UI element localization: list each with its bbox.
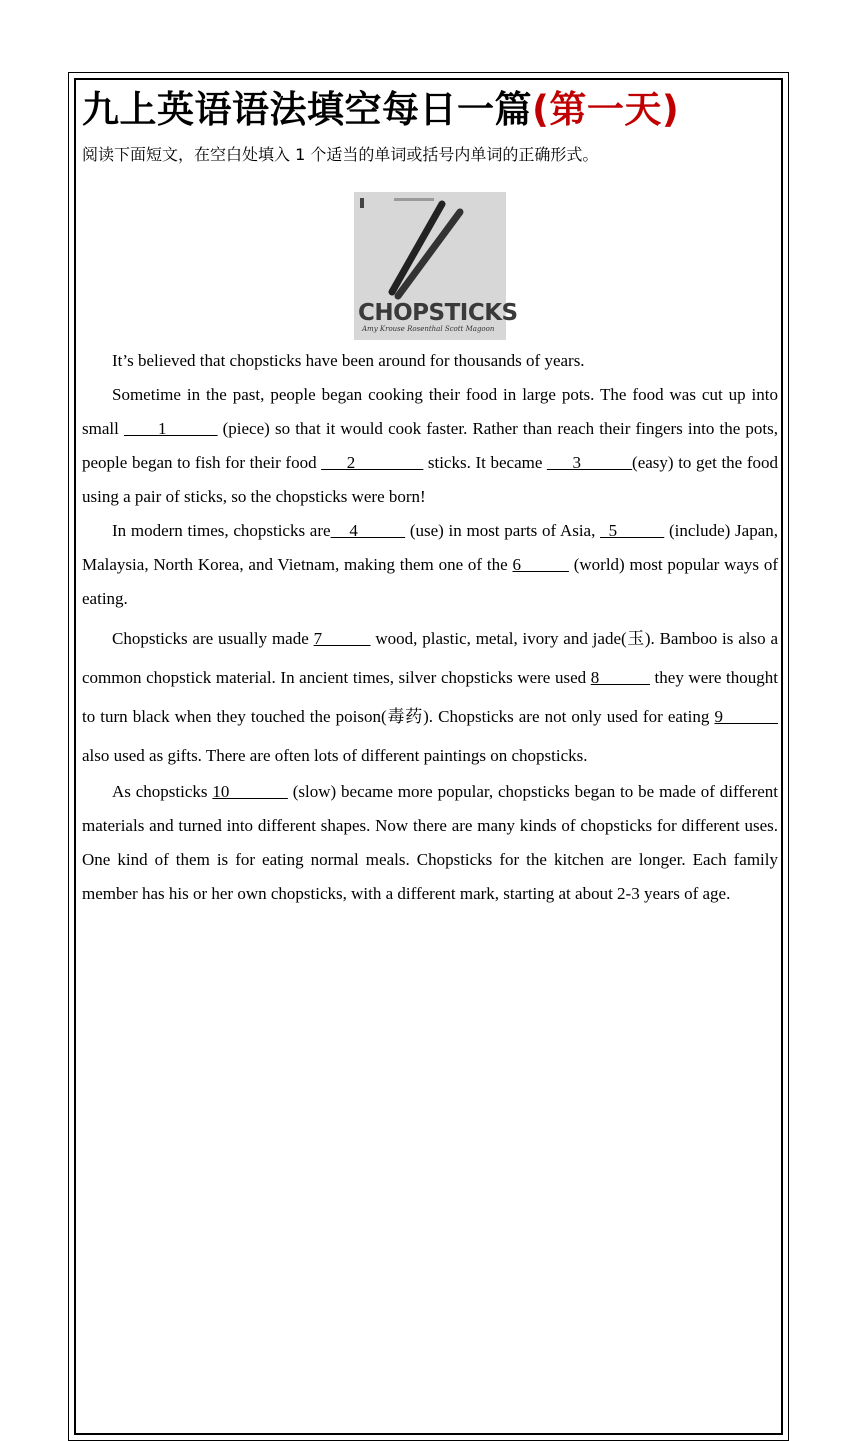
p3-text-d: (world) most popular ways of eating. xyxy=(82,555,779,608)
blank-8[interactable]: 8 xyxy=(590,668,650,687)
cover-title: CHOPSTICKS xyxy=(358,300,518,326)
cover-authors: Amy Krouse Rosenthal Scott Magoon xyxy=(362,325,495,333)
p5-text-b: (slow) became more popular, chopsticks began to be made of different materials and turned into different shapes. Now there are many kinds of chopsticks for different uses. One kind of them is for eating normal meals. Chopsticks for the kitchen are longer. Each family member has his or her own chopsticks, with a different mark, starting at about 2-3 years of age. xyxy=(82,782,778,903)
title-main: 九上英语语法填空每日一篇 xyxy=(82,88,532,131)
blank-9[interactable]: 9 xyxy=(714,707,778,726)
p2-text-b: (piece) so that it would cook faster. Rather than reach their fingers into the pots, people began to fish for their food xyxy=(82,419,778,472)
chopsticks-book-cover xyxy=(354,192,518,340)
p3-text-b: (use) in most parts of Asia, xyxy=(405,521,601,540)
p4-text-d: also used as gifts. There are often lots of different paintings on chopsticks. xyxy=(82,746,588,765)
blank-1[interactable]: ____1______ xyxy=(123,419,218,438)
blank-10[interactable]: 10 xyxy=(212,782,288,801)
blank-6[interactable]: 6 xyxy=(512,555,569,574)
page-title xyxy=(82,88,778,132)
p2-text-c: sticks. It became xyxy=(423,453,548,472)
paragraph-4 xyxy=(82,619,778,775)
paragraph-3 xyxy=(82,514,778,616)
paragraph-2 xyxy=(82,378,778,514)
paragraph-1: It’s believed that chopsticks have been around for thousands of years. xyxy=(112,351,585,370)
passage xyxy=(82,344,778,911)
blank-3[interactable]: ___3______ xyxy=(547,453,633,472)
p4-text-c: they were thought to turn black when they touched the poison(毒药). Chopsticks are not only used for eating xyxy=(82,668,779,726)
blank-2[interactable]: ___2________ xyxy=(321,453,424,472)
p2-text-a: Sometime in the past, people began cooking their food in large pots. The food was cut up into small xyxy=(82,385,778,438)
title-day: (第一天) xyxy=(532,88,680,131)
p5-text-a: As chopsticks xyxy=(112,782,213,801)
p3-text-a: In modern times, chopsticks are xyxy=(112,521,331,540)
instructions: 阅读下面短文，在空白处填入 1 个适当的单词或括号内单词的正确形式。 xyxy=(82,145,599,164)
worksheet xyxy=(82,82,778,911)
p4-text-b: wood, plastic, metal, ivory and jade(玉). Bamboo is also a common chopstick material. In ancient times, silver chopsticks were used xyxy=(82,629,778,687)
blank-5[interactable]: _5 xyxy=(600,521,665,540)
blank-4[interactable]: 4 xyxy=(330,521,406,540)
p2-text-d: (easy) to get the food using a pair of sticks, so the chopsticks were born! xyxy=(82,453,779,506)
p3-text-c: (include) Japan, Malaysia, North Korea, and Vietnam, making them one of the xyxy=(82,521,778,574)
p4-text-a: Chopsticks are usually made xyxy=(112,629,314,648)
blank-7[interactable]: 7 xyxy=(313,629,371,648)
paragraph-5 xyxy=(82,775,778,911)
